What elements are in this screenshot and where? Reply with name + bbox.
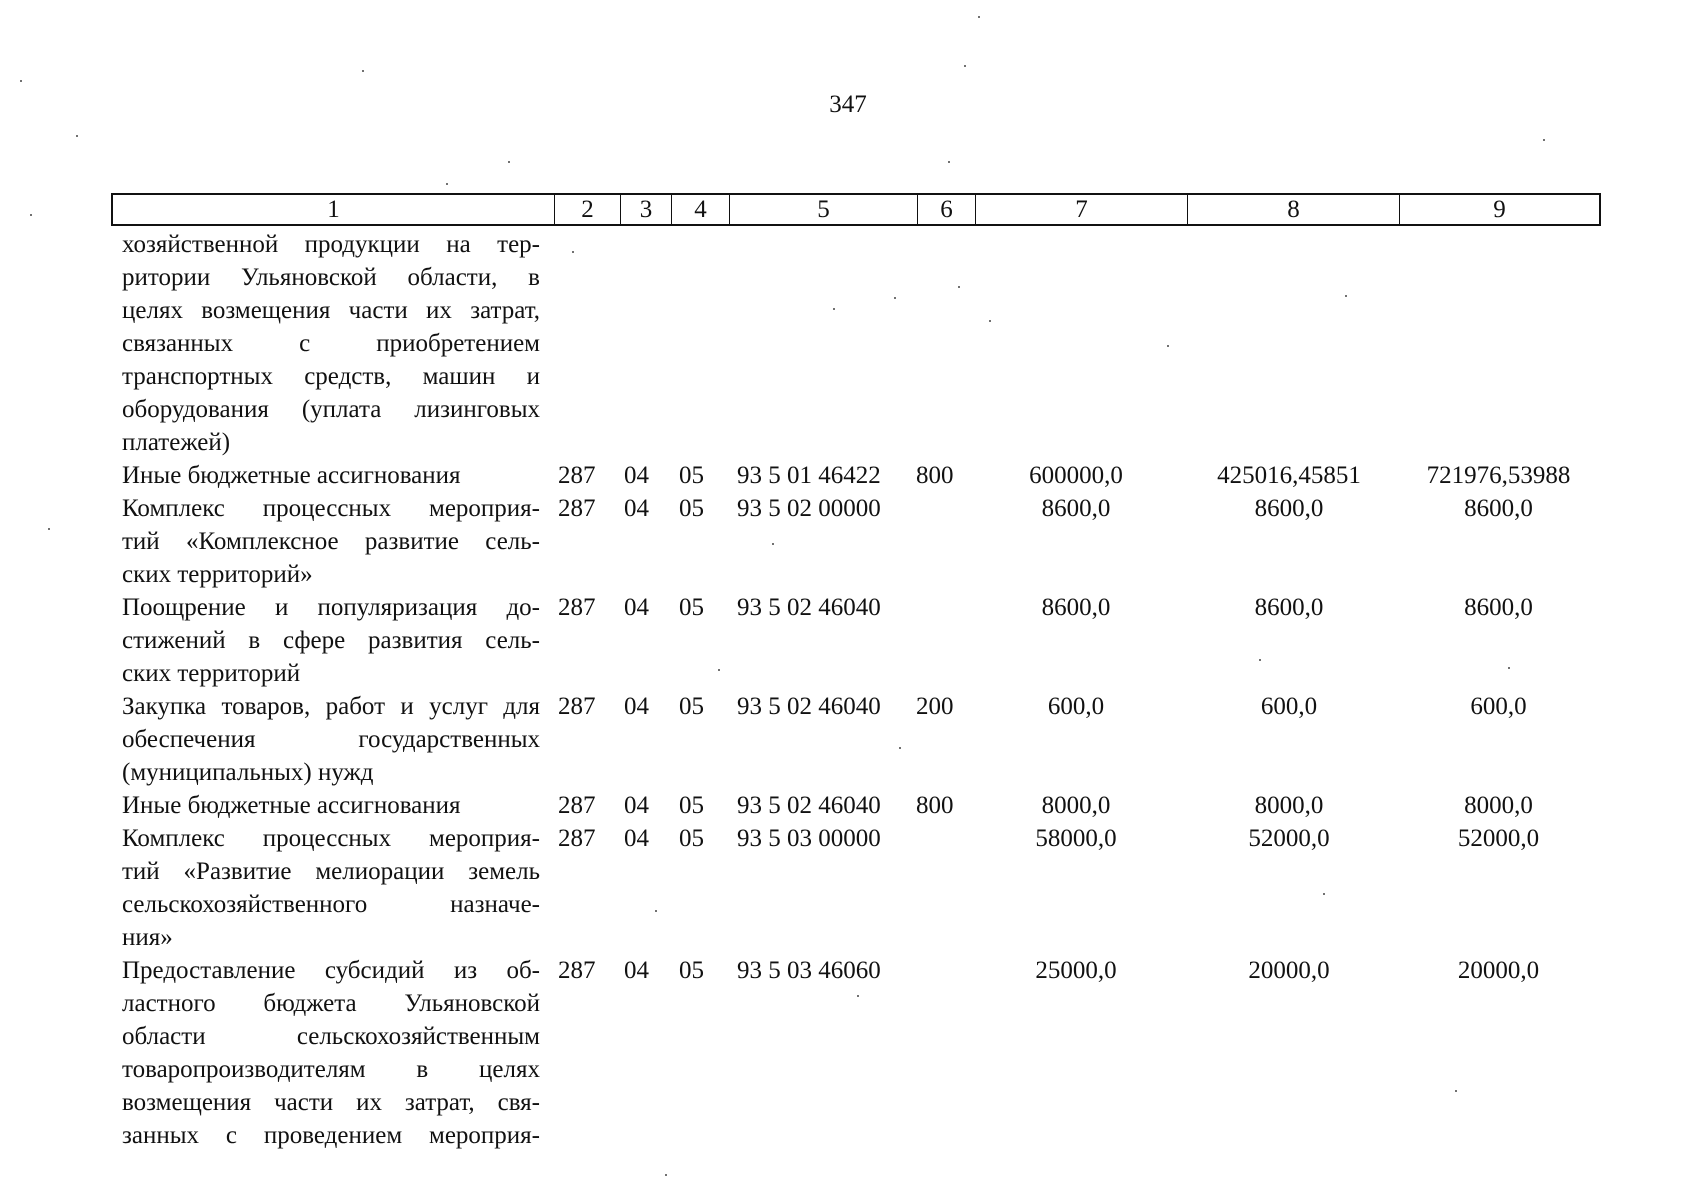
row-description [122,789,540,822]
description-line: Поощрение и популяризация до- [122,594,540,621]
cell-subsection: 05 [679,792,704,819]
header-col-8: 8 [1187,195,1399,224]
cell-amount-col8: 600,0 [1260,693,1318,720]
cell-subsection: 05 [679,825,704,852]
description-line: возмещения части их затрат, свя- [122,1089,540,1116]
cell-amount-col8: 8000,0 [1254,792,1324,819]
table-row [0,492,1696,591]
table-row [0,459,1696,492]
cell-target-article: 93 5 02 46040 [737,792,881,819]
page-number: 347 [829,91,867,118]
scan-speck [1167,345,1169,347]
cell-amount-col8: 20000,0 [1248,957,1330,984]
description-line: ластного бюджета Ульяновской [122,990,540,1017]
cell-subsection: 05 [679,693,704,720]
scan-speck [989,320,991,322]
scan-speck [1508,667,1510,669]
scan-speck [899,747,901,749]
cell-amount-col7: 8600,0 [1041,495,1111,522]
cell-expense-type: 800 [916,792,954,819]
cell-target-article: 93 5 03 00000 [737,825,881,852]
table-row [0,228,1696,459]
description-line: транспортных средств, машин и [122,363,540,390]
header-col-2: 2 [554,195,620,224]
description-line: Закупка товаров, работ и услуг для [122,693,540,720]
cell-admin-code: 287 [558,792,596,819]
cell-target-article: 93 5 02 00000 [737,495,881,522]
scan-speck [655,910,657,912]
description-line: Предоставление субсидий из об- [122,957,540,984]
cell-subsection: 05 [679,495,704,522]
cell-subsection: 05 [679,462,704,489]
cell-amount-col8: 8600,0 [1254,594,1324,621]
cell-amount-col7: 600000,0 [1029,462,1123,489]
row-description [122,492,540,591]
cell-amount-col8: 52000,0 [1248,825,1330,852]
header-col-4: 4 [671,195,729,224]
cell-section: 04 [624,825,649,852]
cell-expense-type: 200 [916,693,954,720]
description-line: тий «Комплексное развитие сель- [122,528,540,555]
table-row [0,591,1696,690]
row-description [122,459,540,492]
scan-speck [508,161,510,163]
description-line: ских территорий» [122,561,313,588]
header-col-6: 6 [917,195,975,224]
description-line: обеспечения государственных [122,726,540,753]
cell-section: 04 [624,462,649,489]
cell-section: 04 [624,495,649,522]
cell-expense-type: 800 [916,462,954,489]
scan-speck [833,308,835,310]
cell-amount-col7: 8000,0 [1041,792,1111,819]
cell-section: 04 [624,693,649,720]
cell-amount-col9: 600,0 [1470,693,1527,720]
description-line: стижений в сфере развития сель- [122,627,540,654]
cell-subsection: 05 [679,594,704,621]
description-line: оборудования (уплата лизинговых [122,396,540,423]
cell-target-article: 93 5 03 46060 [737,957,881,984]
cell-amount-col9: 52000,0 [1457,825,1540,852]
description-line: связанных с приобретением [122,330,540,357]
description-line: (муниципальных) нужд [122,759,374,786]
scan-speck [48,528,50,530]
description-line: целях возмещения части их затрат, [122,297,540,324]
row-description [122,822,540,954]
row-description [122,228,540,459]
cell-amount-col9: 8600,0 [1464,495,1533,522]
header-col-7: 7 [975,195,1187,224]
cell-amount-col7: 58000,0 [1035,825,1117,852]
table-row [0,954,1696,1152]
scan-speck [772,543,774,545]
cell-target-article: 93 5 02 46040 [737,693,881,720]
cell-amount-col8: 425016,45851 [1217,462,1361,489]
scan-speck [572,251,574,253]
cell-section: 04 [624,792,649,819]
scan-speck [894,297,896,299]
row-description [122,954,540,1152]
table-row [0,789,1696,822]
cell-amount-col7: 25000,0 [1035,957,1117,984]
description-line: Иные бюджетные ассигнования [122,792,461,819]
description-line: Комплекс процессных мероприя- [122,825,540,852]
cell-amount-col9: 721976,53988 [1426,462,1571,489]
cell-admin-code: 287 [558,462,596,489]
cell-amount-col7: 600,0 [1047,693,1105,720]
cell-target-article: 93 5 01 46422 [737,462,881,489]
scan-speck [857,995,859,997]
scan-speck [718,669,720,671]
cell-amount-col7: 8600,0 [1041,594,1111,621]
cell-admin-code: 287 [558,495,596,522]
cell-section: 04 [624,594,649,621]
header-col-5: 5 [729,195,917,224]
scan-speck [1323,893,1325,895]
description-line: области сельскохозяйственным [122,1023,540,1050]
cell-admin-code: 287 [558,957,596,984]
cell-amount-col9: 8600,0 [1464,594,1533,621]
cell-section: 04 [624,957,649,984]
scan-speck [978,16,980,18]
description-line: платежей) [122,429,231,456]
table-header-row [111,193,1601,226]
scan-speck [964,65,966,67]
scan-speck [362,70,364,72]
header-col-9: 9 [1399,195,1599,224]
scan-speck [76,135,78,137]
description-line: хозяйственной продукции на тер- [122,231,540,258]
table-row [0,822,1696,954]
cell-admin-code: 287 [558,693,596,720]
description-line: ских территорий [122,660,301,687]
description-line: сельскохозяйственного назначе- [122,891,540,918]
description-line: занных с проведением мероприя- [122,1122,540,1149]
cell-target-article: 93 5 02 46040 [737,594,881,621]
scan-speck [1543,139,1545,141]
cell-admin-code: 287 [558,825,596,852]
scan-speck [1259,659,1261,661]
scan-speck [1455,1090,1457,1092]
scan-speck [30,214,32,216]
scan-speck [1345,295,1347,297]
header-col-1: 1 [327,196,340,223]
header-col-3: 3 [620,195,671,224]
description-line: тий «Развитие мелиорации земель [122,858,540,885]
description-line: товаропроизводителям в целях [122,1056,540,1083]
description-line: Иные бюджетные ассигнования [122,462,461,489]
row-description [122,690,540,789]
description-line: ритории Ульяновской области, в [122,264,540,291]
row-description [122,591,540,690]
scan-speck [958,286,960,288]
cell-amount-col9: 20000,0 [1457,957,1540,984]
scan-speck [665,1174,667,1176]
scan-speck [948,161,950,163]
cell-admin-code: 287 [558,594,596,621]
description-line: Комплекс процессных мероприя- [122,495,540,522]
cell-amount-col9: 8000,0 [1464,792,1533,819]
cell-amount-col8: 8600,0 [1254,495,1324,522]
table-row [0,690,1696,789]
cell-subsection: 05 [679,957,704,984]
description-line: ния» [122,924,173,951]
scan-speck [446,183,448,185]
scan-speck [20,80,22,82]
